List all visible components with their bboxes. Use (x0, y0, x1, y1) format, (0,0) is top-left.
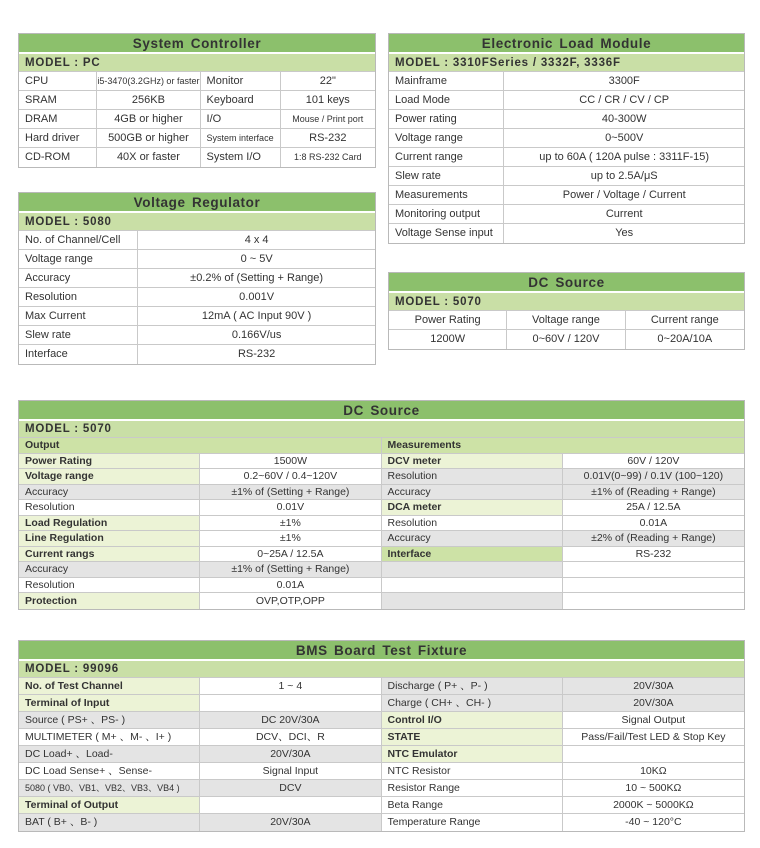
row-label: Current range (389, 148, 504, 166)
row-value: 0.01V (200, 500, 381, 515)
row-value: ±1% of (Reading + Range) (563, 485, 744, 500)
table-row (19, 814, 744, 831)
table-row (389, 186, 744, 205)
row-label: CD-ROM (19, 148, 97, 167)
row-value: 256KB (97, 91, 200, 109)
table-row (19, 148, 375, 167)
row-value (563, 746, 744, 762)
row-value (382, 562, 563, 577)
row-value: 0.01A (563, 516, 744, 531)
table-row (19, 562, 744, 578)
row-value (563, 578, 744, 593)
model-label: MODEL : 5070 (389, 293, 744, 311)
row-label: Charge ( CH+ 、CH- ) (382, 695, 563, 711)
row-value: 0~20A/10A (626, 330, 744, 349)
row-label: Max Current (19, 307, 138, 325)
row-label: Slew rate (19, 326, 138, 344)
table-row (19, 485, 744, 501)
row-value: 40-300W (504, 110, 744, 128)
row-value: 0.2~60V / 0.4~120V (200, 469, 381, 484)
row-value: 20V/30A (200, 814, 381, 831)
row-value: OVP,OTP,OPP (200, 593, 381, 609)
row-label: No. of Test Channel (19, 678, 200, 694)
row-value: 0.01V(0~99) / 0.1V (100~120) (563, 469, 744, 484)
model-label: MODEL : 5070 (19, 421, 744, 438)
row-label: Terminal of Input (19, 695, 200, 711)
row-label: Hard driver (19, 129, 97, 147)
row-label: Resolution (19, 578, 200, 593)
table-row (389, 72, 744, 91)
row-value: Signal Output (563, 712, 744, 728)
table-row (19, 345, 375, 364)
table-row (389, 91, 744, 110)
dc-source-summary-table (388, 272, 745, 350)
table-row (19, 269, 375, 288)
row-label: Load Regulation (19, 516, 200, 531)
row-value (200, 797, 381, 813)
table-row (19, 469, 744, 485)
row-value: 0.01A (200, 578, 381, 593)
row-label: Monitor (201, 72, 281, 90)
row-value: Power Rating (389, 311, 507, 329)
row-value: ±0.2% of (Setting + Range) (138, 269, 375, 287)
row-label: 5080 ( VB0、VB1、VB2、VB3、VB4 ) (19, 780, 200, 796)
row-label: DRAM (19, 110, 97, 128)
table-row (19, 438, 744, 454)
row-label: Accuracy (19, 485, 200, 500)
table-row (389, 205, 744, 224)
model-label: MODEL : 99096 (19, 661, 744, 678)
row-value: 20V/30A (200, 746, 381, 762)
table-row (19, 250, 375, 269)
row-label: Output (19, 438, 382, 453)
table-row (19, 578, 744, 594)
row-value: up to 2.5A/μS (504, 167, 744, 185)
row-label: I/O (201, 110, 281, 128)
row-label: NTC Resistor (382, 763, 563, 779)
table-row (19, 288, 375, 307)
row-label: DCV meter (382, 454, 563, 469)
row-value: RS-232 (281, 129, 375, 147)
row-value: 1200W (389, 330, 507, 349)
row-value: 20V/30A (563, 678, 744, 694)
row-value: 25A / 12.5A (563, 500, 744, 515)
row-label: NTC Emulator (382, 746, 563, 762)
row-value (563, 593, 744, 609)
row-value: 0~500V (504, 129, 744, 147)
row-label: Voltage range (19, 250, 138, 268)
voltage-regulator-table (18, 192, 376, 365)
table-title: DC Source (389, 273, 744, 293)
row-label: CPU (19, 72, 97, 90)
row-value: -40 ~ 120°C (563, 814, 744, 831)
row-value (382, 593, 563, 609)
row-value: i5-3470(3.2GHz) or faster (97, 72, 200, 90)
row-label: DC Load+ 、Load- (19, 746, 200, 762)
row-label: Control I/O (382, 712, 563, 728)
table-title: BMS Board Test Fixture (19, 641, 744, 661)
table-row (19, 307, 375, 326)
row-value: 0 ~ 5V (138, 250, 375, 268)
row-label: Resolution (19, 288, 138, 306)
table-row (389, 167, 744, 186)
row-label: Interface (382, 547, 563, 562)
row-label: Source ( PS+ 、PS- ) (19, 712, 200, 728)
row-label: Power rating (389, 110, 504, 128)
row-value: up to 60A ( 120A pulse : 3311F-15) (504, 148, 744, 166)
table-row (19, 746, 744, 763)
dc-source-detail-table (18, 400, 745, 610)
row-value: 101 keys (281, 91, 375, 109)
table-row (19, 695, 744, 712)
row-value: 60V / 120V (563, 454, 744, 469)
table-row (389, 311, 744, 330)
table-row (389, 148, 744, 167)
row-label: Load Mode (389, 91, 504, 109)
table-row (19, 763, 744, 780)
row-value: 1500W (200, 454, 381, 469)
bms-board-test-fixture-table (18, 640, 745, 832)
table-row (19, 110, 375, 129)
row-value: ±2% of (Reading + Range) (563, 531, 744, 546)
table-title: DC Source (19, 401, 744, 421)
table-row (19, 326, 375, 345)
row-label: System interface (201, 129, 281, 147)
system-controller-table (18, 33, 376, 168)
row-value: 2000K ~ 5000KΩ (563, 797, 744, 813)
row-value: 1 ~ 4 (200, 678, 381, 694)
row-value: 12mA ( AC Input 90V ) (138, 307, 375, 325)
row-value: 40X or faster (97, 148, 200, 167)
row-value: 3300F (504, 72, 744, 90)
row-label: Protection (19, 593, 200, 609)
row-label: Resolution (382, 469, 563, 484)
row-value (382, 578, 563, 593)
row-label: Accuracy (19, 562, 200, 577)
row-label: Accuracy (382, 531, 563, 546)
row-value: 0~25A / 12.5A (200, 547, 381, 562)
row-value: Current (504, 205, 744, 223)
table-row (19, 780, 744, 797)
table-row (19, 454, 744, 470)
row-value: 0~60V / 120V (507, 330, 625, 349)
table-row (19, 729, 744, 746)
row-label: Mainframe (389, 72, 504, 90)
row-value (563, 562, 744, 577)
table-row (19, 547, 744, 563)
row-label: Interface (19, 345, 138, 364)
row-label: System I/O (201, 148, 281, 167)
row-label: Voltage Sense input (389, 224, 504, 243)
row-value: ±1% (200, 516, 381, 531)
row-label: STATE (382, 729, 563, 745)
row-value: ±1% of (Setting + Range) (200, 562, 381, 577)
row-label: Temperature Range (382, 814, 563, 831)
table-row (19, 91, 375, 110)
row-value: DC 20V/30A (200, 712, 381, 728)
row-value: 0.166V/us (138, 326, 375, 344)
model-label: MODEL : 5080 (19, 213, 375, 231)
row-label: Slew rate (389, 167, 504, 185)
row-label: Keyboard (201, 91, 281, 109)
row-value: 0.001V (138, 288, 375, 306)
row-label: Discharge ( P+ 、P- ) (382, 678, 563, 694)
row-value: Current range (626, 311, 744, 329)
electronic-load-module-table (388, 33, 745, 244)
row-value: RS-232 (138, 345, 375, 364)
row-label: Measurements (389, 186, 504, 204)
row-value: 22" (281, 72, 375, 90)
table-row (19, 797, 744, 814)
row-value: CC / CR / CV / CP (504, 91, 744, 109)
row-label: Line Regulation (19, 531, 200, 546)
row-label: Resolution (382, 516, 563, 531)
row-label: DCA meter (382, 500, 563, 515)
model-label: MODEL : PC (19, 54, 375, 72)
model-label: MODEL : 3310FSeries / 3332F, 3336F (389, 54, 744, 72)
table-row (19, 500, 744, 516)
table-row (389, 129, 744, 148)
table-title: System Controller (19, 34, 375, 54)
row-value: Signal Input (200, 763, 381, 779)
row-label: SRAM (19, 91, 97, 109)
row-label: Measurements (382, 438, 745, 453)
table-row (19, 516, 744, 532)
row-value: 4 x 4 (138, 231, 375, 249)
row-label: Beta Range (382, 797, 563, 813)
row-label: Terminal of Output (19, 797, 200, 813)
table-title: Voltage Regulator (19, 193, 375, 213)
table-row (389, 110, 744, 129)
row-value: DCV (200, 780, 381, 796)
row-value: 20V/30A (563, 695, 744, 711)
row-value: Pass/Fail/Test LED & Stop Key (563, 729, 744, 745)
row-label: Monitoring output (389, 205, 504, 223)
row-label: Voltage range (19, 469, 200, 484)
row-value: Voltage range (507, 311, 625, 329)
row-value: Power / Voltage / Current (504, 186, 744, 204)
row-label: DC Load Sense+ 、Sense- (19, 763, 200, 779)
table-row (389, 224, 744, 243)
row-value: RS-232 (563, 547, 744, 562)
row-value: 10 ~ 500KΩ (563, 780, 744, 796)
table-row (19, 712, 744, 729)
row-value: 1:8 RS-232 Card (281, 148, 375, 167)
row-value: 4GB or higher (97, 110, 200, 128)
row-value (200, 695, 381, 711)
table-row (19, 678, 744, 695)
row-label: Current rangs (19, 547, 200, 562)
row-label: BAT ( B+ 、B- ) (19, 814, 200, 831)
row-label: Resolution (19, 500, 200, 515)
table-row (389, 330, 744, 349)
table-row (19, 593, 744, 609)
row-value: Mouse / Print port (281, 110, 375, 128)
row-label: Accuracy (19, 269, 138, 287)
row-value: ±1% of (Setting + Range) (200, 485, 381, 500)
row-label: No. of Channel/Cell (19, 231, 138, 249)
row-label: Voltage range (389, 129, 504, 147)
row-value: Yes (504, 224, 744, 243)
row-value: 500GB or higher (97, 129, 200, 147)
table-row (19, 231, 375, 250)
table-row (19, 531, 744, 547)
row-label: MULTIMETER ( M+ 、M- 、I+ ) (19, 729, 200, 745)
row-label: Accuracy (382, 485, 563, 500)
row-value: ±1% (200, 531, 381, 546)
row-label: Power Rating (19, 454, 200, 469)
table-row (19, 72, 375, 91)
table-title: Electronic Load Module (389, 34, 744, 54)
row-value: 10KΩ (563, 763, 744, 779)
row-value: DCV、DCI、R (200, 729, 381, 745)
table-row (19, 129, 375, 148)
row-label: Resistor Range (382, 780, 563, 796)
